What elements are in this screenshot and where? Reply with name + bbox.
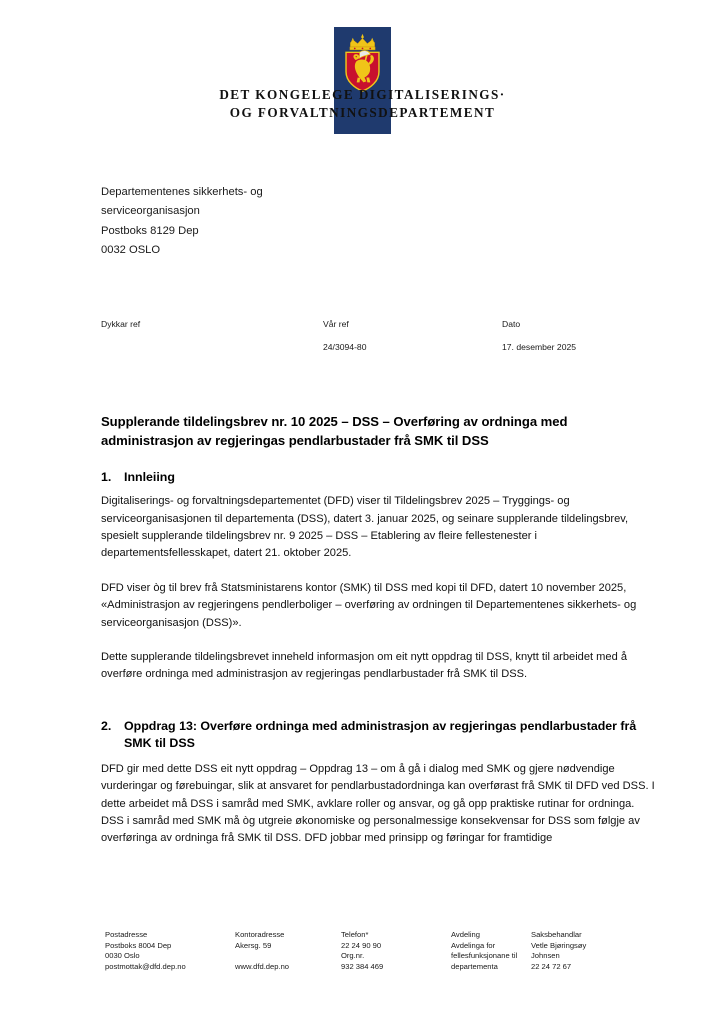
footer-telephone-label: Telefon* [341,930,369,939]
footer-office-address-column [235,930,335,972]
recipient-line-3: Postboks 8129 Dep [101,224,199,237]
their-reference-column [101,318,140,341]
department-name-line-1: DET KONGELEGE DIGITALISERINGS· [219,87,506,102]
footer-postal-address-line-1: Postboks 8004 Dep [105,940,172,950]
section-2-heading-text: Oppdrag 13: Overføre ordninga med administrasjon av regjeringas pendlarbustader frå SMK til DSS [124,718,637,750]
date-label: Dato [502,319,521,329]
document-body [101,412,657,848]
page-footer [0,930,725,990]
footer-department-label: Avdeling [451,930,480,939]
section-1-paragraph-1: Digitaliserings- og forvaltningsdepartementet (DFD) viser til Tildelingsbrev 2025 – Tryggings- og serviceorganisasjonen til departementa (DSS), datert 3. januar 2025, og seinare supplerande tildelingsbrev, spesielt supplerande tildelingsbrev nr. 9 2025 – DSS – Etablering av fleire fellestenester i departementsfellesskapet, datert 21. oktober 2025. [101,495,629,560]
footer-telephone-number: 22 24 90 90 [341,940,382,950]
footer-caseworker-column [531,930,641,972]
footer-department-line-1: Avdelinga for [451,940,496,950]
footer-department-column [451,930,531,972]
department-name-line-2: OG FORVALTNINGSDEPARTEMENT [229,104,496,120]
recipient-line-2: serviceorganisasjon [101,205,200,218]
footer-org-number-value: 932 384 469 [341,961,384,971]
recipient-line-1: Departementenes sikkerhets- og [101,186,263,198]
section-1-heading-text: Innleiing [124,470,175,485]
section-1-number: 1. [101,470,112,485]
section-1-paragraph-3: Dette supplerande tildelingsbrevet inneheld informasjon om eit nytt oppdrag til DSS, knytt til arbeidet med å overføre ordninga med administrasjon av regjeringas pendlarbustader frå SMK til DSS. [101,651,628,681]
footer-office-address-label: Kontoradresse [235,930,285,939]
document-title: Supplerande tildelingsbrev nr. 10 2025 – DSS – Overføring av ordninga med administrasjon av regjeringas pendlarbustader frå SMK til DSS [101,414,568,449]
footer-office-address-spacer [235,951,335,962]
footer-office-address-line-1: Akersg. 59 [235,940,272,950]
section-1-paragraph-2: DFD viser òg til brev frå Statsministarens kontor (SMK) til DSS med kopi til DFD, datert 10 november 2025, «Administrasjon av regjeringens pendlerboliger – overføring av ordningen til Departementenes sikkerhets- og serviceorganisasjon (DSS)». [101,581,637,629]
section-1-heading [101,469,657,486]
footer-caseworker-phone: 22 24 72 67 [531,961,572,971]
our-reference-value: 24/3094-80 [323,342,367,352]
footer-telephone-column [341,930,446,972]
department-name [0,86,725,121]
letterhead [0,27,725,137]
norwegian-coat-of-arms-icon [338,31,387,93]
footer-caseworker-label: Saksbehandlar [531,930,582,939]
footer-postal-address-line-2: 0030 Oslo [105,951,140,961]
footer-org-number-label: Org.nr. [341,951,365,961]
footer-postal-address-label: Postadresse [105,930,148,939]
section-2-paragraph-1: DFD gir med dette DSS eit nytt oppdrag – Oppdrag 13 – om å gå i dialog med SMK og gjere nødvendige vurderingar og førebuingar, slik at ansvaret for pendlarbustadordninga kan overførast frå SMK til DFD ved DSS. I dette arbeidet må DSS i samråd med SMK, avklare roller og ansvar, og gå opp praktiske rutinar for ordninga. DSS i samråd med SMK må òg utgreie økonomiske og personalmessige konsekvensar for DSS som følgje av overføringa av ordninga frå SMK til DSS. DFD jobbar med prinsipp og føringar for framtidige [101,762,655,845]
footer-department-line-3: departementa [451,961,498,971]
our-reference-column [323,318,367,353]
date-value: 17. desember 2025 [502,342,577,352]
footer-caseworker-name-line-1: Vetle Bjøringsøy [531,940,587,950]
footer-caseworker-name-line-2: Johnsen [531,951,560,961]
footer-email[interactable]: postmottak@dfd.dep.no [105,961,186,971]
our-reference-label: Vår ref [323,319,349,329]
date-column [502,318,576,353]
section-2-heading [101,718,657,752]
recipient-address [101,183,263,261]
footer-website-link[interactable]: www.dfd.dep.no [235,961,290,971]
footer-department-line-2: fellesfunksjonane til [451,951,518,961]
their-reference-label: Dykkar ref [101,319,141,329]
recipient-line-4: 0032 OSLO [101,244,161,257]
section-2-number: 2. [101,718,112,733]
footer-postal-address-column [105,930,230,972]
